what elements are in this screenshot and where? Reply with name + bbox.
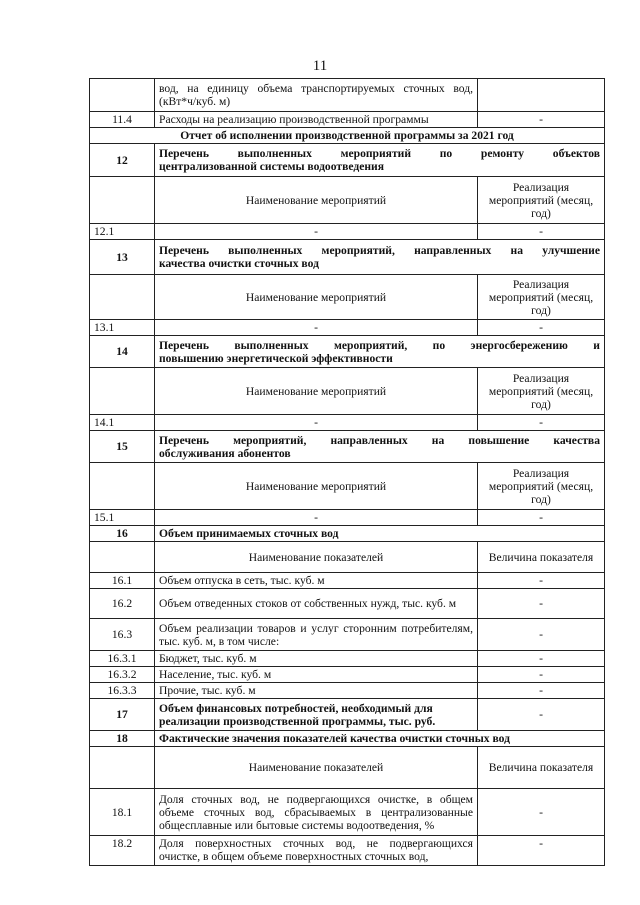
row-value: - — [478, 789, 605, 836]
column-header-row — [90, 275, 605, 320]
table-row — [90, 224, 605, 240]
row-number: 13.1 — [90, 320, 155, 336]
section-title: Отчет об исполнении производственной программы за 2021 год — [90, 128, 605, 144]
section-header-row — [90, 336, 605, 368]
table-row — [90, 79, 605, 112]
row-number: 15.1 — [90, 510, 155, 526]
row-text: Бюджет, тыс. куб. м — [155, 651, 478, 667]
section-heading: Перечень выполненных мероприятий, направленных на улучшение качества очистки сточных вод — [155, 240, 605, 275]
row-number: 14.1 — [90, 415, 155, 431]
section-number: 14 — [90, 336, 155, 368]
row-value: - — [478, 699, 605, 731]
column-header: Наименование мероприятий — [155, 368, 478, 415]
section-heading: Перечень выполненных мероприятий, по энергосбережению и повышению энергетической эффективности — [155, 336, 605, 368]
row-text: Доля поверхностных сточных вод, не подвергающихся очистке, в общем объеме поверхностных сточных вод, — [155, 836, 478, 866]
section-title-row — [90, 128, 605, 144]
row-number: 16.1 — [90, 573, 155, 589]
column-header: Реализация мероприятий (месяц, год) — [478, 368, 605, 415]
report-table — [89, 78, 605, 866]
column-header: Наименование мероприятий — [155, 177, 478, 224]
table-row — [90, 415, 605, 431]
section-number: 18 — [90, 731, 155, 747]
column-header: Величина показателя — [478, 542, 605, 573]
row-value: - — [478, 667, 605, 683]
section-header-row — [90, 144, 605, 177]
row-text: Расходы на реализацию производственной программы — [155, 112, 478, 128]
row-text: - — [155, 415, 478, 431]
row-text: Прочие, тыс. куб. м — [155, 683, 478, 699]
table-row — [90, 667, 605, 683]
page-number: 11 — [312, 58, 328, 74]
table-row — [90, 789, 605, 836]
row-value: - — [478, 836, 605, 866]
table-row — [90, 589, 605, 619]
column-header: Величина показателя — [478, 747, 605, 789]
column-header-row — [90, 368, 605, 415]
section-header-row — [90, 731, 605, 747]
section-header-row — [90, 526, 605, 542]
row-number: 11.4 — [90, 112, 155, 128]
section-number: 15 — [90, 431, 155, 463]
table-row — [90, 112, 605, 128]
row-text: Доля сточных вод, не подвергающихся очистке, в общем объеме сточных вод, сбрасываемых в централизованные общесплавные или бытовые системы водоотведения, % — [155, 789, 478, 836]
row-value: - — [478, 589, 605, 619]
table-row — [90, 699, 605, 731]
row-number: 16.3 — [90, 619, 155, 651]
section-header-row — [90, 240, 605, 275]
row-value: - — [478, 510, 605, 526]
row-text: Объем отведенных стоков от собственных нужд, тыс. куб. м — [155, 589, 478, 619]
section-number: 16 — [90, 526, 155, 542]
section-number: 13 — [90, 240, 155, 275]
row-text: вод, на единицу объема транспортируемых сточных вод, (кВт*ч/куб. м) — [155, 79, 478, 112]
column-header: Реализация мероприятий (месяц, год) — [478, 463, 605, 510]
section-heading: Объем финансовых потребностей, необходимый для реализации производственной программы, тыс. руб. — [155, 699, 478, 731]
row-value: - — [478, 619, 605, 651]
row-value: - — [478, 573, 605, 589]
row-value: - — [478, 683, 605, 699]
table-row — [90, 510, 605, 526]
row-text: Объем отпуска в сеть, тыс. куб. м — [155, 573, 478, 589]
section-heading: Фактические значения показателей качества очистки сточных вод — [155, 731, 605, 747]
section-heading: Перечень мероприятий, направленных на повышение качества обслуживания абонентов — [155, 431, 605, 463]
column-header-row — [90, 542, 605, 573]
column-header: Реализация мероприятий (месяц, год) — [478, 177, 605, 224]
row-value: - — [478, 320, 605, 336]
section-heading: Объем принимаемых сточных вод — [155, 526, 605, 542]
column-header: Реализация мероприятий (месяц, год) — [478, 275, 605, 320]
section-number: 12 — [90, 144, 155, 177]
row-number: 16.2 — [90, 589, 155, 619]
table-row — [90, 573, 605, 589]
table-row — [90, 836, 605, 866]
row-text: - — [155, 224, 478, 240]
row-number: 18.2 — [90, 836, 155, 866]
column-header: Наименование мероприятий — [155, 275, 478, 320]
row-number: 18.1 — [90, 789, 155, 836]
section-header-row — [90, 431, 605, 463]
row-text: - — [155, 320, 478, 336]
column-header-row — [90, 463, 605, 510]
row-text: Население, тыс. куб. м — [155, 667, 478, 683]
column-header-row — [90, 747, 605, 789]
row-value: - — [478, 651, 605, 667]
row-value: - — [478, 224, 605, 240]
table-row — [90, 320, 605, 336]
row-number: 16.3.1 — [90, 651, 155, 667]
column-header: Наименование показателей — [155, 542, 478, 573]
column-header: Наименование мероприятий — [155, 463, 478, 510]
row-number: 16.3.3 — [90, 683, 155, 699]
row-value: - — [478, 112, 605, 128]
row-text: - — [155, 510, 478, 526]
row-text: Объем реализации товаров и услуг сторонним потребителям, тыс. куб. м, в том числе: — [155, 619, 478, 651]
column-header-row — [90, 177, 605, 224]
section-number: 17 — [90, 699, 155, 731]
row-value: - — [478, 415, 605, 431]
table-row — [90, 683, 605, 699]
row-number: 12.1 — [90, 224, 155, 240]
table-row — [90, 619, 605, 651]
table-row — [90, 651, 605, 667]
row-number: 16.3.2 — [90, 667, 155, 683]
column-header: Наименование показателей — [155, 747, 478, 789]
section-heading: Перечень выполненных мероприятий по ремонту объектов централизованной системы водоотведения — [155, 144, 605, 177]
